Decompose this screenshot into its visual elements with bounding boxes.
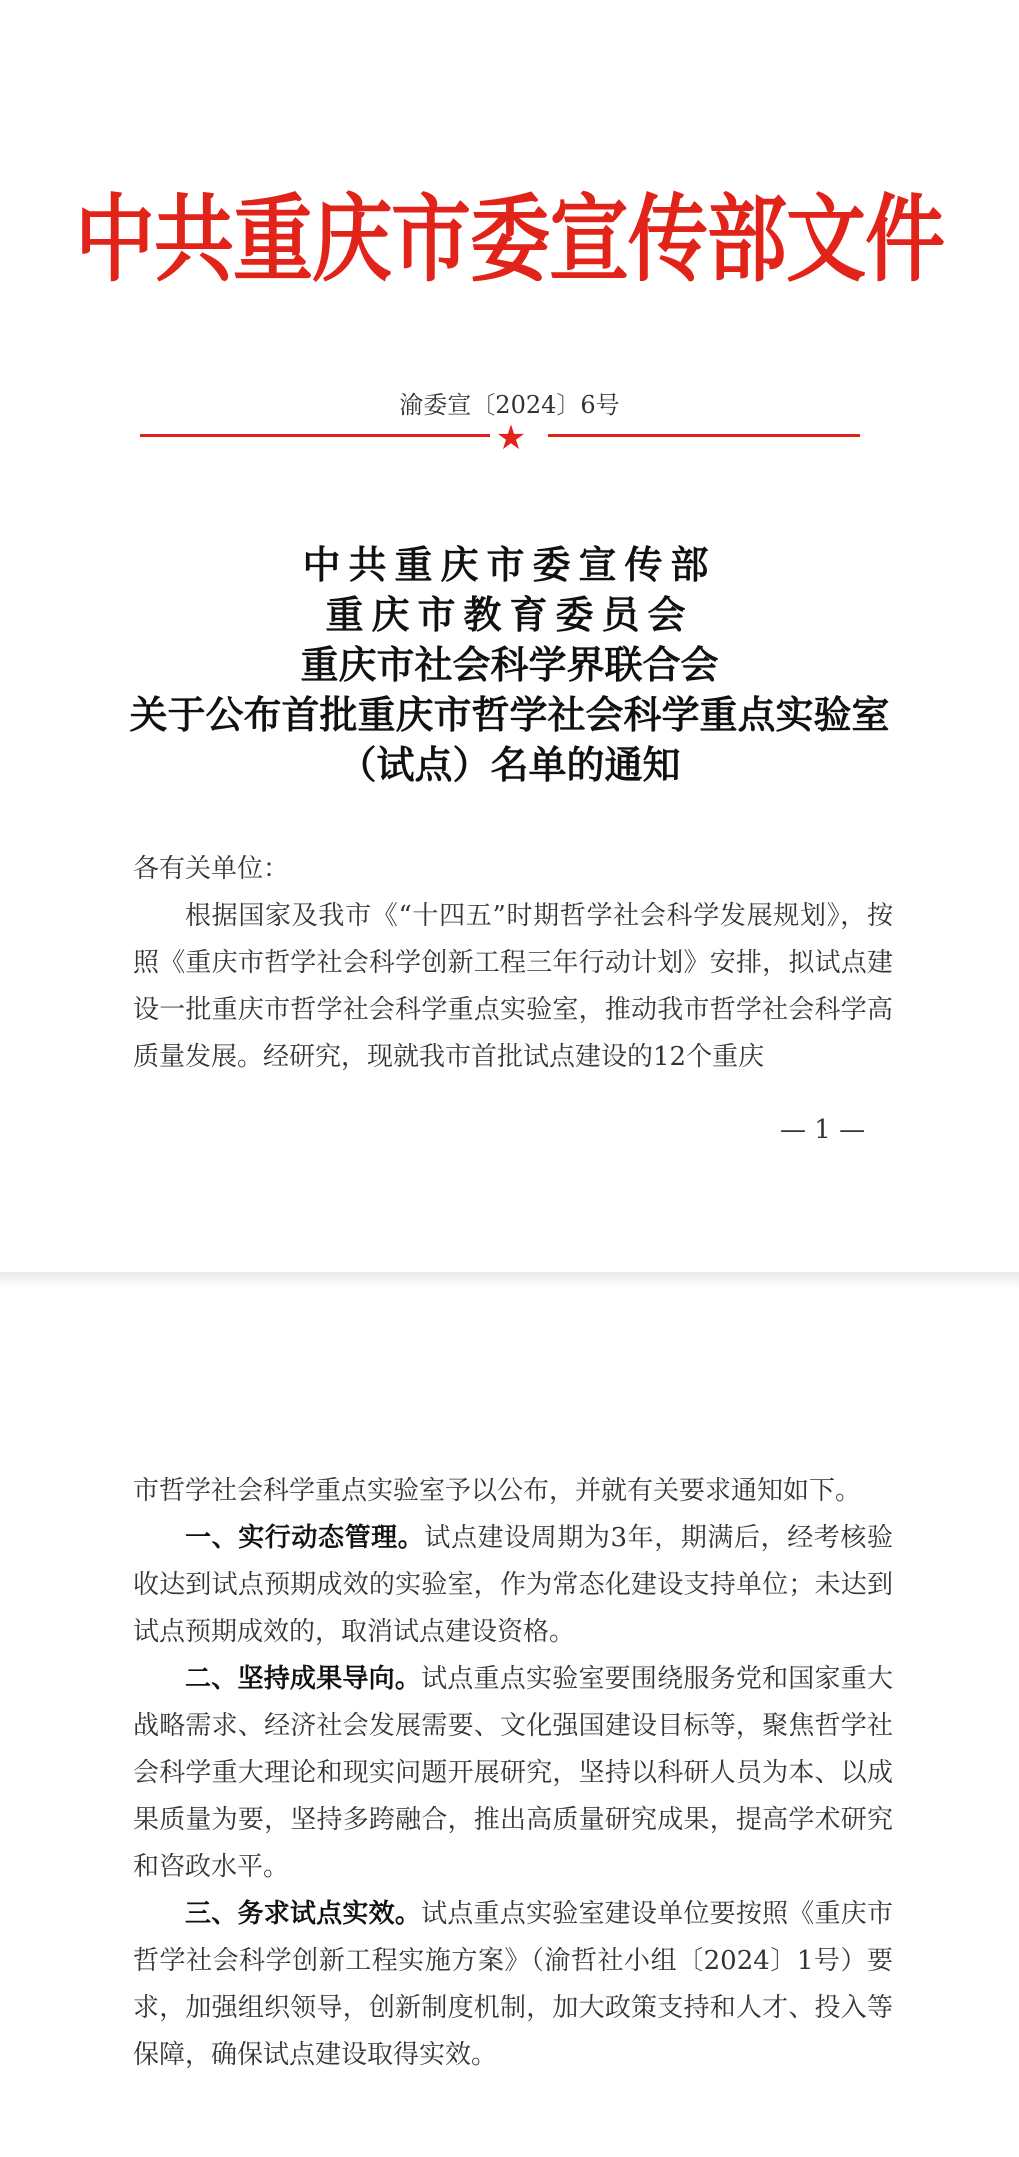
section-1 [133, 1515, 893, 1656]
section-2-text: 试点重点实验室要围绕服务党和国家重大战略需求、经济社会发展需要、文化强国建设目标等，聚焦哲学社会科学重大理论和现实问题开展研究，坚持以科研人员为本、以成果质量为要，坚持多跨融合，推出高质量研究成果，提高学术研究和咨政水平。 [133, 1664, 893, 1882]
section-1-text: 试点建设周期为3年，期满后，经考核验收达到试点预期成效的实验室，作为常态化建设支持单位；未达到试点预期成效的，取消试点建设资格。 [133, 1523, 893, 1647]
title-line-1: 中共重庆市委宣传部 [302, 543, 717, 587]
document-number: 渝委宣〔2024〕6号 [399, 391, 620, 419]
section-3 [133, 1891, 893, 2079]
red-divider-left [140, 434, 490, 437]
section-2-heading: 二、坚持成果导向。 [185, 1664, 422, 1694]
section-2 [133, 1656, 893, 1891]
red-star-icon: ★ [495, 418, 527, 458]
continuation-paragraph: 市哲学社会科学重点实验室予以公布，并就有关要求通知如下。 [133, 1476, 862, 1506]
document-page-2 [0, 1290, 1019, 2157]
salutation: 各有关单位： [133, 854, 290, 884]
page2-body [133, 1468, 893, 2079]
section-3-text: 试点重点实验室建设单位要按照《重庆市哲学社会科学创新工程实施方案》（渝哲社小组〔2024〕1号）要求，加强组织领导，创新制度机制，加大政策支持和人才、投入等保障，确保试点建设取得实效。 [133, 1899, 893, 2070]
page1-body [133, 846, 893, 1081]
intro-paragraph: 根据国家及我市《“十四五”时期哲学社会科学发展规划》，按照《重庆市哲学社会科学创新工程三年行动计划》安排，拟试点建设一批重庆市哲学社会科学重点实验室，推动我市哲学社会科学高质量发展。经研究，现就我市首批试点建设的12个重庆 [133, 901, 893, 1072]
title-line-5: （试点）名单的通知 [338, 743, 681, 787]
document-masthead: 中共重庆市委宣传部文件 [75, 184, 944, 295]
section-1-heading: 一、实行动态管理。 [185, 1523, 425, 1553]
title-line-3: 重庆市社会科学界联合会 [300, 643, 719, 687]
section-3-heading: 三、务求试点实效。 [185, 1899, 422, 1929]
page-separator [0, 1272, 1019, 1290]
title-line-2: 重庆市教育委员会 [325, 593, 694, 637]
title-line-4: 关于公布首批重庆市哲学社会科学重点实验室 [129, 693, 890, 737]
red-divider-right [548, 434, 860, 437]
page-number: — 1 — [780, 1115, 866, 1145]
